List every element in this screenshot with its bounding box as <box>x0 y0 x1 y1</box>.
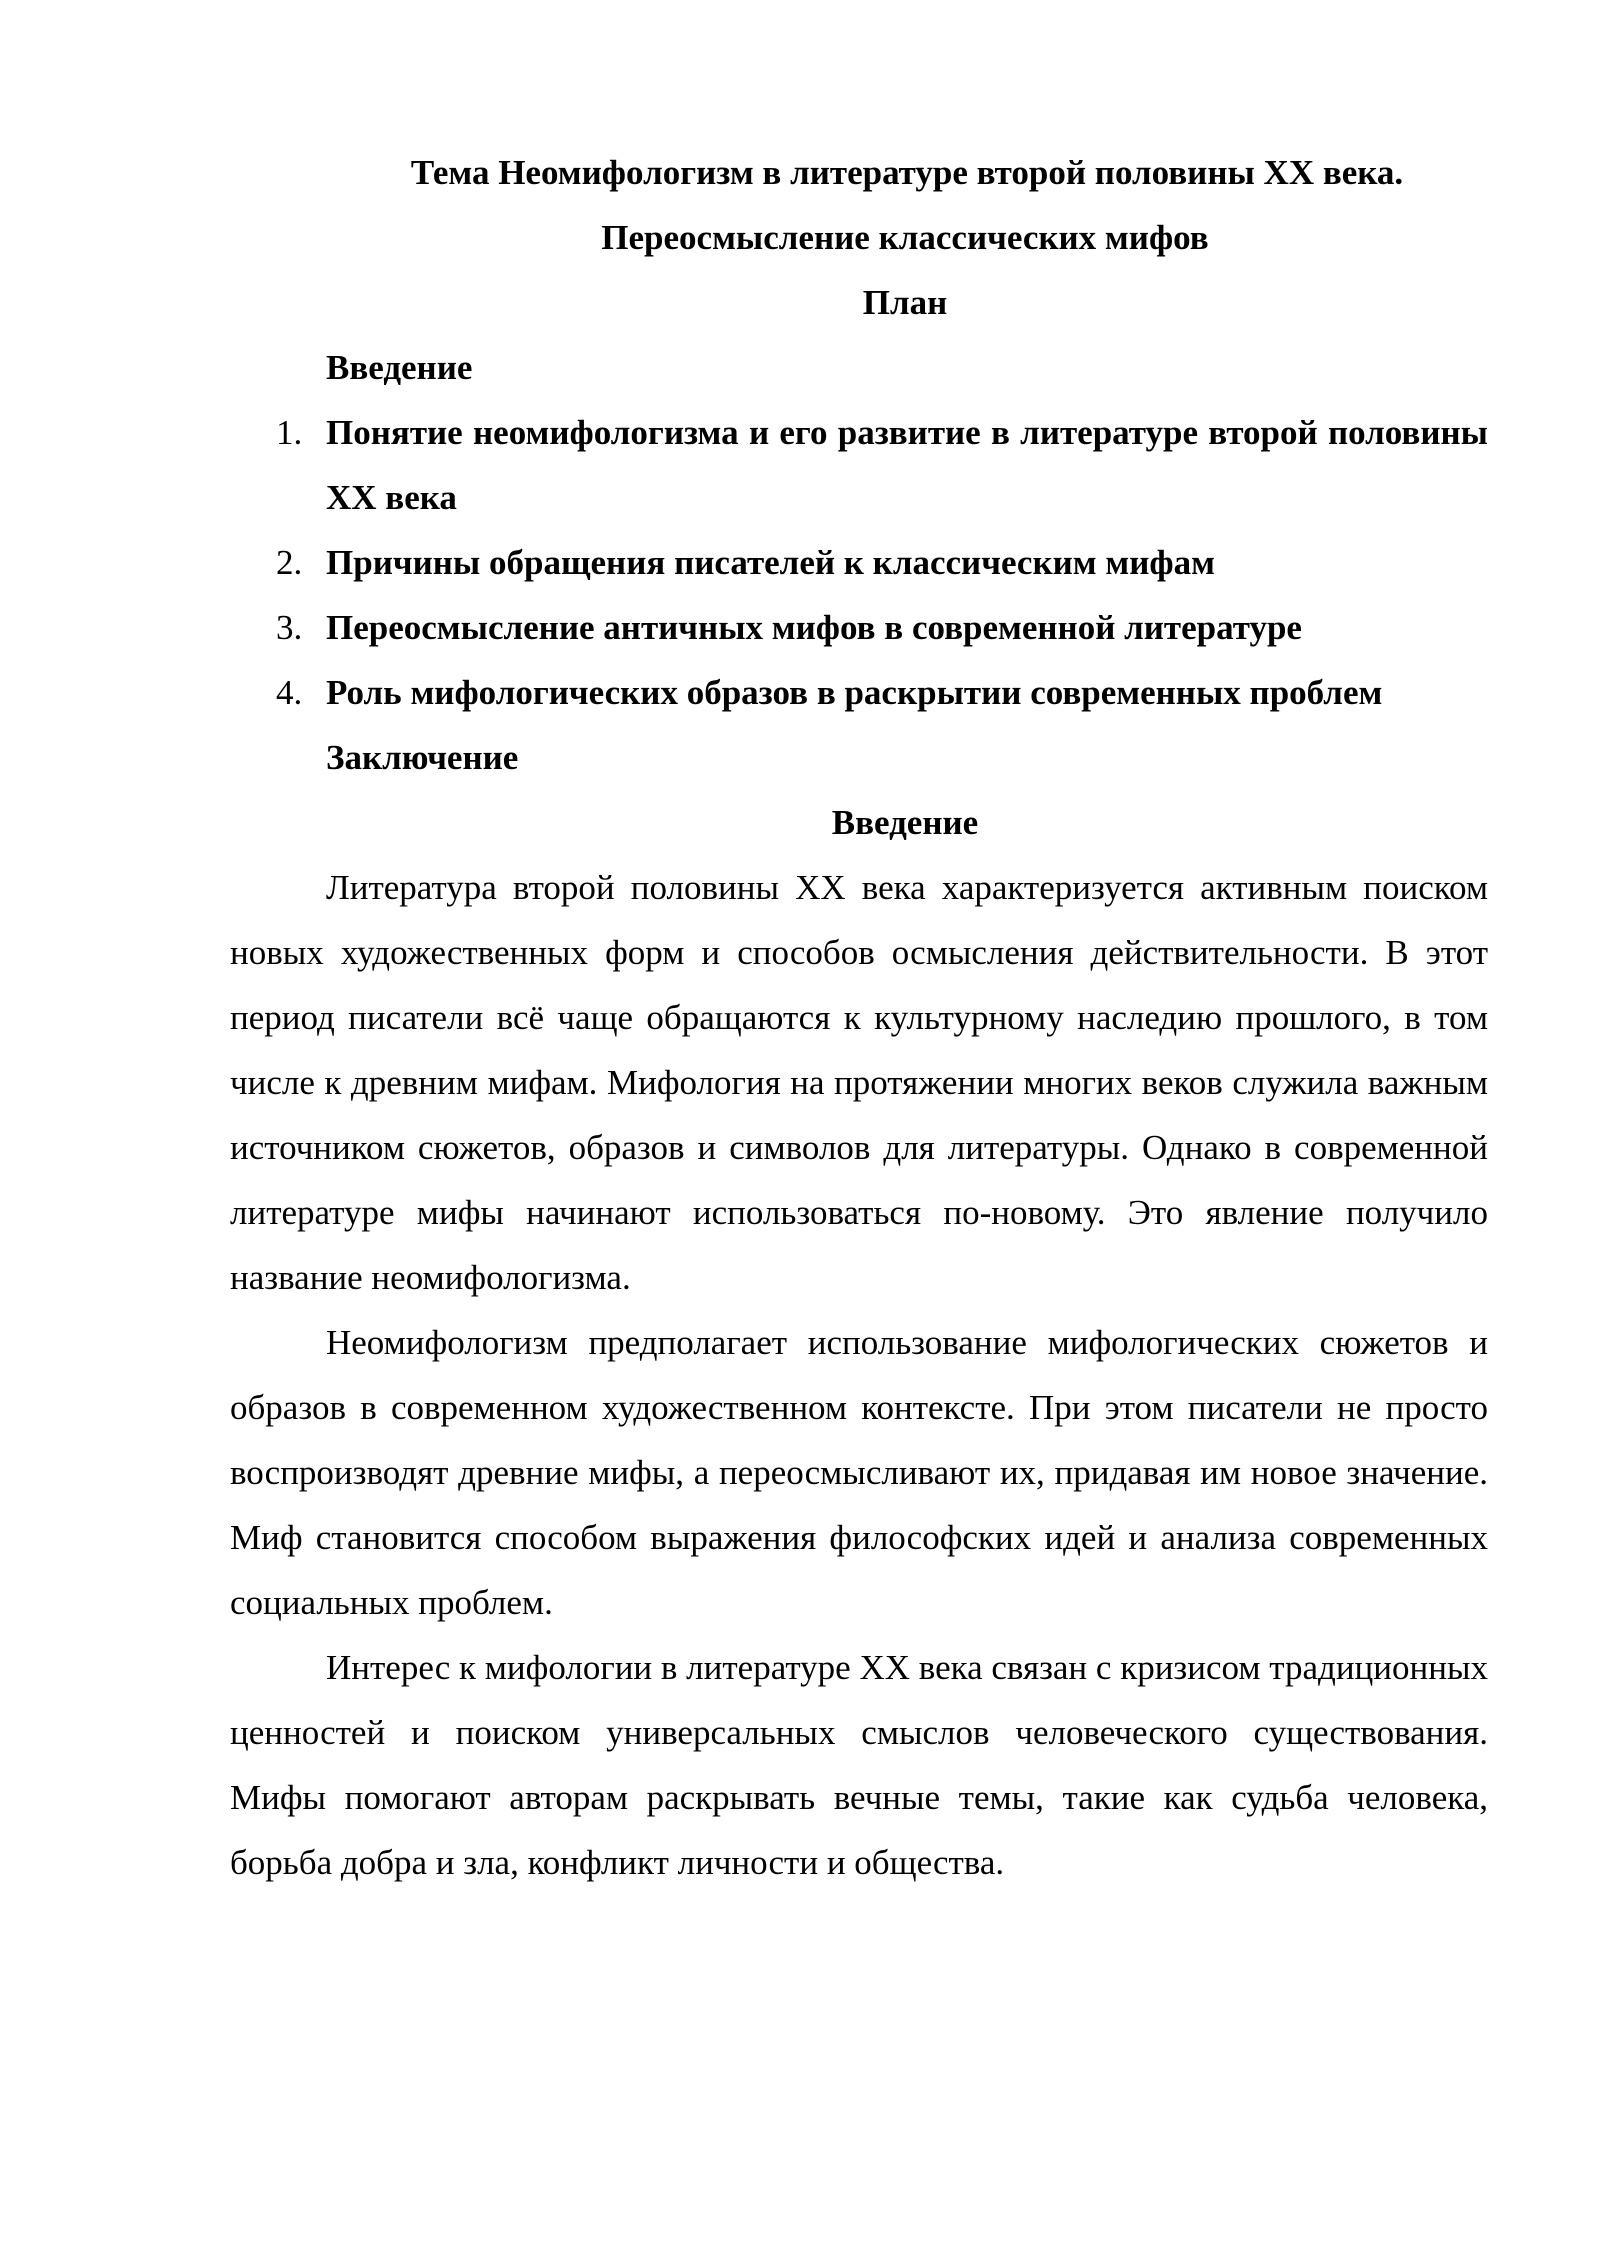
document-title-line2: Переосмысление классических мифов <box>601 218 1209 257</box>
plan-item-number: 4. <box>276 673 303 712</box>
plan-list-item <box>230 400 1488 530</box>
plan-item-text: Причины обращения писателей к классическим мифам <box>326 543 1215 582</box>
document-title-line1: Тема Неомифологизм в литературе второй половины ХХ века. <box>410 153 1404 192</box>
intro-heading: Введение <box>831 803 979 842</box>
body-paragraph: Интерес к мифологии в литературе ХХ века связан с кризисом традиционных ценностей и поиском универсальных смыслов человеческого существования. Мифы помогают авторам раскрывать вечные темы, такие как судьба человека, борьба добра и зла, конфликт личности и общества. <box>230 1648 1488 1882</box>
plan-item-number: 2. <box>276 543 303 582</box>
document-page <box>230 140 1488 1895</box>
plan-list <box>230 400 1488 725</box>
plan-list-item <box>230 595 1488 660</box>
plan-intro: Введение <box>326 348 473 387</box>
plan-item-text: Понятие неомифологизма и его развитие в литературе второй половины ХХ века <box>326 413 1488 517</box>
body-paragraph: Неомифологизм предполагает использование мифологических сюжетов и образов в современном художественном контексте. При этом писатели не просто воспроизводят древние мифы, а переосмысливают их, придавая им новое значение. Миф становится способом выражения философских идей и анализа современных социальных проблем. <box>230 1323 1488 1622</box>
plan-list-item <box>230 530 1488 595</box>
plan-heading: План <box>862 283 948 322</box>
plan-conclusion: Заключение <box>326 738 519 777</box>
plan-list-item <box>230 660 1488 725</box>
plan-item-text: Роль мифологических образов в раскрытии современных проблем <box>326 673 1383 712</box>
plan-item-number: 1. <box>276 413 303 452</box>
body-paragraph: Литература второй половины ХХ века характеризуется активным поиском новых художественных форм и способов осмысления действительности. В этот период писатели всё чаще обращаются к культурному наследию прошлого, в том числе к древним мифам. Мифология на протяжении многих веков служила важным источником сюжетов, образов и символов для литературы. Однако в современной литературе мифы начинают использоваться по-новому. Это явление получило название неомифологизма. <box>230 868 1488 1297</box>
plan-item-number: 3. <box>276 608 303 647</box>
plan-item-text: Переосмысление античных мифов в современной литературе <box>326 608 1302 647</box>
